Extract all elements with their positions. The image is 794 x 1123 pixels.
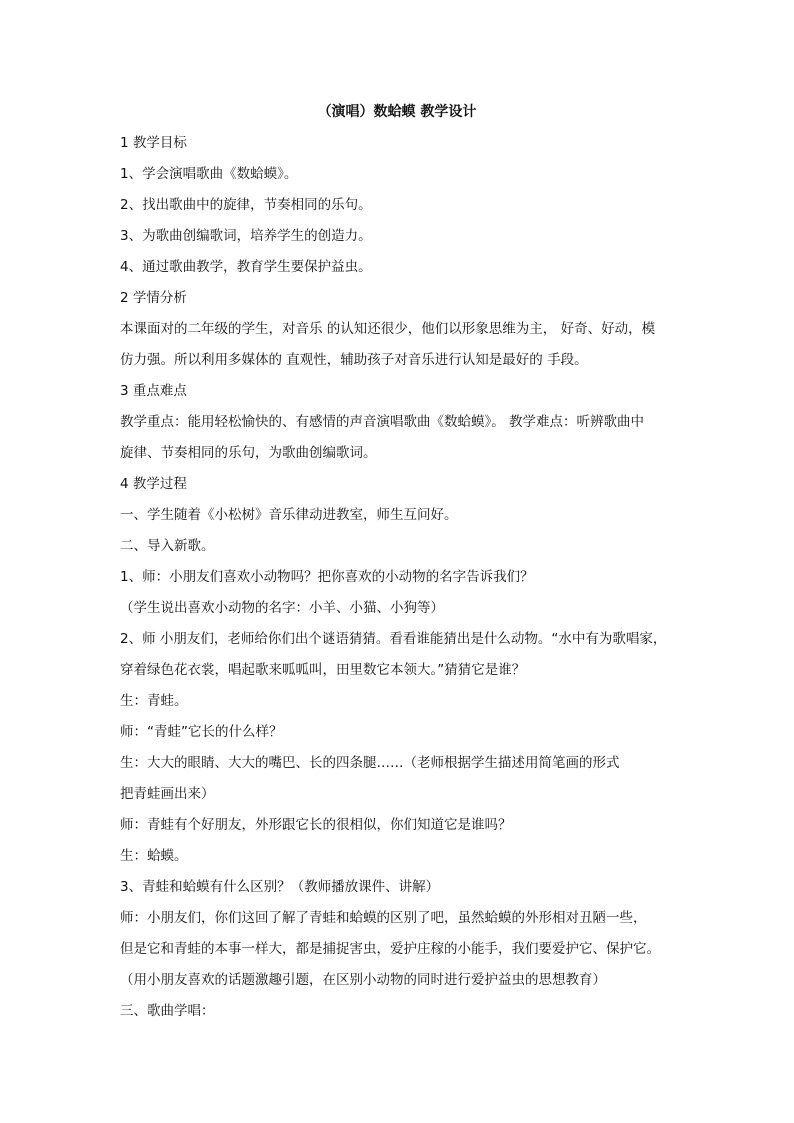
text-line: 3、为歌曲创编歌词，培养学生的创造力。	[120, 228, 372, 244]
text-line: 1、师：小朋友们喜欢小动物吗？把你喜欢的小动物的名字告诉我们？	[120, 569, 534, 585]
text-line: 三、歌曲学唱：	[120, 1003, 215, 1019]
text-line: 但是它和青蛙的本事一样大，都是捕捉害虫，爱护庄稼的小能手，我们要爱护它、保护它。	[120, 941, 660, 957]
text-line: 生：蛤蟆。	[120, 848, 188, 864]
text-line: 师：小朋友们，你们这回了解了青蛙和蛤蟆的区别了吧，虽然蛤蟆的外形相对丑陋一些，	[120, 910, 647, 926]
text-line: 把青蛙画出来）	[120, 786, 215, 802]
text-line: 师：青蛙有个好朋友，外形跟它长的很相似，你们知道它是谁吗？	[120, 817, 512, 833]
text-line: 仿力强。所以利用多媒体的 直观性，辅助孩子对音乐进行认知是最好的 手段。	[120, 352, 588, 368]
text-line: 生：青蛙。	[120, 693, 188, 709]
text-line: 2、找出歌曲中的旋律，节奏相同的乐句。	[120, 197, 372, 213]
text-line: 生：大大的眼睛、大大的嘴巴、长的四条腿……（老师根据学生描述用简笔画的形式	[120, 755, 620, 771]
section-heading-process: 4 教学过程	[120, 476, 187, 492]
text-line: 穿着绿色花衣裳，唱起歌来呱呱叫，田里数它本领大。”猜猜它是谁？	[120, 662, 526, 678]
text-line: 旋律、节奏相同的乐句，为歌曲创编歌词。	[120, 445, 377, 461]
text-line: 一、学生随着《小松树》音乐律动进教室，师生互问好。	[120, 507, 458, 523]
text-line: 本课面对的二年级的学生，对音乐 的认知还很少，他们以形象思维为主， 好奇、好动，模	[120, 321, 656, 337]
document-title: （演唱）数蛤蟆 教学设计	[317, 104, 477, 120]
text-line: 师：“青蛙”它长的什么样？	[120, 724, 283, 740]
text-line: （学生说出喜欢小动物的名字：小羊、小猫、小狗等）	[120, 600, 444, 616]
text-line: 3、青蛙和蛤蟆有什么区别？（教师播放课件、讲解）	[120, 879, 440, 895]
section-heading-key-points: 3 重点难点	[120, 383, 187, 399]
section-heading-analysis: 2 学情分析	[120, 290, 187, 306]
text-line: 二、导入新歌。	[120, 538, 215, 554]
section-heading-objectives: 1 教学目标	[120, 135, 187, 151]
text-line: 1、学会演唱歌曲《数蛤蟆》。	[120, 166, 298, 182]
text-line: （用小朋友喜欢的话题激趣引题，在区别小动物的同时进行爱护益虫的思想教育）	[120, 972, 606, 988]
text-line: 教学重点：能用轻松愉快的、有感情的声音演唱歌曲《数蛤蟆》。 教学难点：听辨歌曲中	[120, 414, 645, 430]
text-line: 2、师 小朋友们，老师给你们出个谜语猜猜。看看谁能猜出是什么动物。“水中有为歌唱家，	[120, 631, 667, 647]
text-line: 4、通过歌曲教学，教育学生要保护益虫。	[120, 259, 372, 275]
